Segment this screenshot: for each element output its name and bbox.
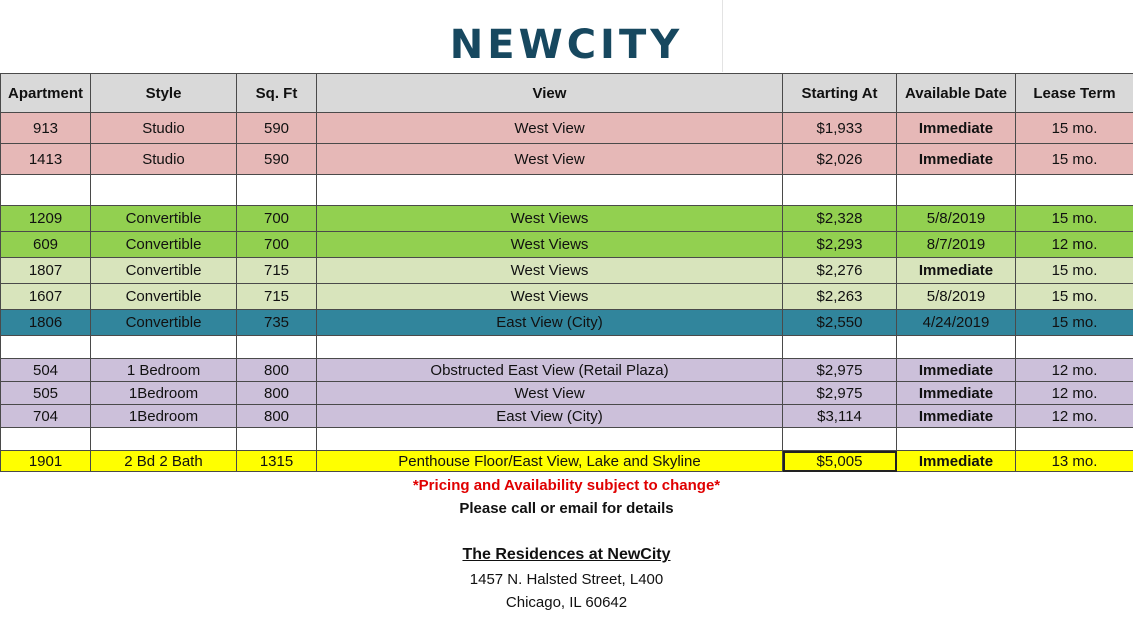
- table-row: [1, 284, 1133, 310]
- newcity-logo: NEWCITY: [449, 22, 684, 68]
- table-row: [1, 206, 1133, 232]
- lease-term-cell[interactable]: 15 mo.: [1016, 144, 1133, 175]
- view-cell[interactable]: [317, 336, 783, 359]
- lease-term-cell[interactable]: 12 mo.: [1016, 382, 1133, 405]
- view-cell[interactable]: West Views: [317, 232, 783, 258]
- sqft-cell[interactable]: 800: [237, 359, 317, 382]
- available-date-cell[interactable]: [897, 428, 1016, 451]
- header-cell[interactable]: Sq. Ft: [237, 74, 317, 113]
- price-cell[interactable]: $2,276: [783, 258, 897, 284]
- header-row: [1, 74, 1133, 113]
- price-cell[interactable]: $2,328: [783, 206, 897, 232]
- header-cell[interactable]: View: [317, 74, 783, 113]
- apartment-cell[interactable]: [1, 428, 91, 451]
- apartment-cell[interactable]: 504: [1, 359, 91, 382]
- table-row: [1, 258, 1133, 284]
- view-cell[interactable]: West Views: [317, 258, 783, 284]
- table-row: [1, 336, 1133, 359]
- contact-note: Please call or email for details: [459, 500, 674, 517]
- header-cell[interactable]: Lease Term: [1016, 74, 1133, 113]
- apartment-cell[interactable]: 1807: [1, 258, 91, 284]
- view-cell[interactable]: Obstructed East View (Retail Plaza): [317, 359, 783, 382]
- style-cell[interactable]: [91, 175, 237, 206]
- view-cell[interactable]: [317, 428, 783, 451]
- apartment-cell[interactable]: 1806: [1, 310, 91, 336]
- available-date-cell[interactable]: Immediate: [897, 451, 1016, 472]
- header-cell[interactable]: Apartment: [1, 74, 91, 113]
- available-date-cell[interactable]: 8/7/2019: [897, 232, 1016, 258]
- sqft-cell[interactable]: 590: [237, 113, 317, 144]
- apartment-cell[interactable]: 704: [1, 405, 91, 428]
- style-cell[interactable]: [91, 336, 237, 359]
- sqft-cell[interactable]: 800: [237, 382, 317, 405]
- available-date-cell[interactable]: Immediate: [897, 144, 1016, 175]
- available-date-cell[interactable]: 5/8/2019: [897, 206, 1016, 232]
- lease-term-cell[interactable]: [1016, 336, 1133, 359]
- view-cell[interactable]: Penthouse Floor/East View, Lake and Skyline: [317, 451, 783, 472]
- sqft-cell[interactable]: 800: [237, 405, 317, 428]
- header-cell[interactable]: Starting At: [783, 74, 897, 113]
- available-date-cell[interactable]: Immediate: [897, 405, 1016, 428]
- table-body: [1, 113, 1133, 472]
- available-date-cell[interactable]: [897, 336, 1016, 359]
- price-cell[interactable]: [783, 428, 897, 451]
- address-line-2: Chicago, IL 60642: [505, 594, 628, 611]
- lease-term-cell[interactable]: 12 mo.: [1016, 405, 1133, 428]
- view-cell[interactable]: East View (City): [317, 310, 783, 336]
- table-row: [1, 359, 1133, 382]
- available-date-cell[interactable]: [897, 175, 1016, 206]
- price-cell[interactable]: $1,933: [783, 113, 897, 144]
- available-date-cell[interactable]: 4/24/2019: [897, 310, 1016, 336]
- view-cell[interactable]: West Views: [317, 284, 783, 310]
- table-row: [1, 232, 1133, 258]
- price-cell[interactable]: $2,263: [783, 284, 897, 310]
- pricing-disclaimer: *Pricing and Availability subject to change*: [412, 477, 721, 494]
- lease-term-cell[interactable]: 12 mo.: [1016, 232, 1133, 258]
- style-cell[interactable]: 2 Bd 2 Bath: [91, 451, 237, 472]
- apartment-cell[interactable]: [1, 175, 91, 206]
- available-date-cell[interactable]: Immediate: [897, 359, 1016, 382]
- price-cell[interactable]: $5,005: [783, 451, 897, 472]
- sqft-cell[interactable]: [237, 175, 317, 206]
- address-line-1: 1457 N. Halsted Street, L400: [469, 571, 664, 588]
- style-cell[interactable]: 1Bedroom: [91, 405, 237, 428]
- table-row: [1, 175, 1133, 206]
- view-cell[interactable]: West View: [317, 113, 783, 144]
- apartment-cell[interactable]: 1413: [1, 144, 91, 175]
- style-cell[interactable]: [91, 428, 237, 451]
- price-cell[interactable]: $2,293: [783, 232, 897, 258]
- sqft-cell[interactable]: 1315: [237, 451, 317, 472]
- table-row: [1, 451, 1133, 472]
- lease-term-cell[interactable]: 15 mo.: [1016, 310, 1133, 336]
- style-cell[interactable]: Studio: [91, 144, 237, 175]
- price-cell[interactable]: [783, 175, 897, 206]
- lease-term-cell[interactable]: 13 mo.: [1016, 451, 1133, 472]
- table-row: [1, 144, 1133, 175]
- price-cell[interactable]: $2,550: [783, 310, 897, 336]
- sqft-cell[interactable]: 715: [237, 258, 317, 284]
- style-cell[interactable]: Studio: [91, 113, 237, 144]
- available-date-cell[interactable]: Immediate: [897, 258, 1016, 284]
- lease-term-cell[interactable]: 12 mo.: [1016, 359, 1133, 382]
- available-date-cell[interactable]: Immediate: [897, 382, 1016, 405]
- property-name: The Residences at NewCity: [462, 546, 671, 563]
- lease-term-cell[interactable]: 15 mo.: [1016, 113, 1133, 144]
- apartment-cell[interactable]: 913: [1, 113, 91, 144]
- style-cell[interactable]: 1 Bedroom: [91, 359, 237, 382]
- price-cell[interactable]: $3,114: [783, 405, 897, 428]
- apartment-cell[interactable]: [1, 336, 91, 359]
- sqft-cell[interactable]: 715: [237, 284, 317, 310]
- sqft-cell[interactable]: 700: [237, 206, 317, 232]
- apartment-cell[interactable]: 609: [1, 232, 91, 258]
- price-cell[interactable]: $2,026: [783, 144, 897, 175]
- style-cell[interactable]: Convertible: [91, 206, 237, 232]
- table-row: [1, 382, 1133, 405]
- view-cell[interactable]: West View: [317, 382, 783, 405]
- style-cell[interactable]: Convertible: [91, 310, 237, 336]
- table-row: [1, 405, 1133, 428]
- header-cell[interactable]: Style: [91, 74, 237, 113]
- available-date-cell[interactable]: 5/8/2019: [897, 284, 1016, 310]
- price-cell[interactable]: $2,975: [783, 382, 897, 405]
- view-cell[interactable]: East View (City): [317, 405, 783, 428]
- sqft-cell[interactable]: 700: [237, 232, 317, 258]
- apartment-cell[interactable]: 1607: [1, 284, 91, 310]
- sqft-cell[interactable]: 590: [237, 144, 317, 175]
- price-cell[interactable]: [783, 336, 897, 359]
- table-row: [1, 428, 1133, 451]
- apartment-cell[interactable]: 1901: [1, 451, 91, 472]
- table-row: [1, 113, 1133, 144]
- style-cell[interactable]: 1Bedroom: [91, 382, 237, 405]
- style-cell[interactable]: Convertible: [91, 284, 237, 310]
- lease-term-cell[interactable]: 15 mo.: [1016, 258, 1133, 284]
- view-cell[interactable]: West Views: [317, 206, 783, 232]
- view-cell[interactable]: [317, 175, 783, 206]
- table-row: [1, 310, 1133, 336]
- sqft-cell[interactable]: [237, 336, 317, 359]
- sqft-cell[interactable]: [237, 428, 317, 451]
- apartment-cell[interactable]: 505: [1, 382, 91, 405]
- apartment-cell[interactable]: 1209: [1, 206, 91, 232]
- header-cell[interactable]: Available Date: [897, 74, 1016, 113]
- lease-term-cell[interactable]: [1016, 175, 1133, 206]
- sqft-cell[interactable]: 735: [237, 310, 317, 336]
- lease-term-cell[interactable]: 15 mo.: [1016, 206, 1133, 232]
- available-date-cell[interactable]: Immediate: [897, 113, 1016, 144]
- lease-term-cell[interactable]: 15 mo.: [1016, 284, 1133, 310]
- style-cell[interactable]: Convertible: [91, 258, 237, 284]
- lease-term-cell[interactable]: [1016, 428, 1133, 451]
- style-cell[interactable]: Convertible: [91, 232, 237, 258]
- price-cell[interactable]: $2,975: [783, 359, 897, 382]
- view-cell[interactable]: West View: [317, 144, 783, 175]
- availability-table: [0, 73, 1133, 472]
